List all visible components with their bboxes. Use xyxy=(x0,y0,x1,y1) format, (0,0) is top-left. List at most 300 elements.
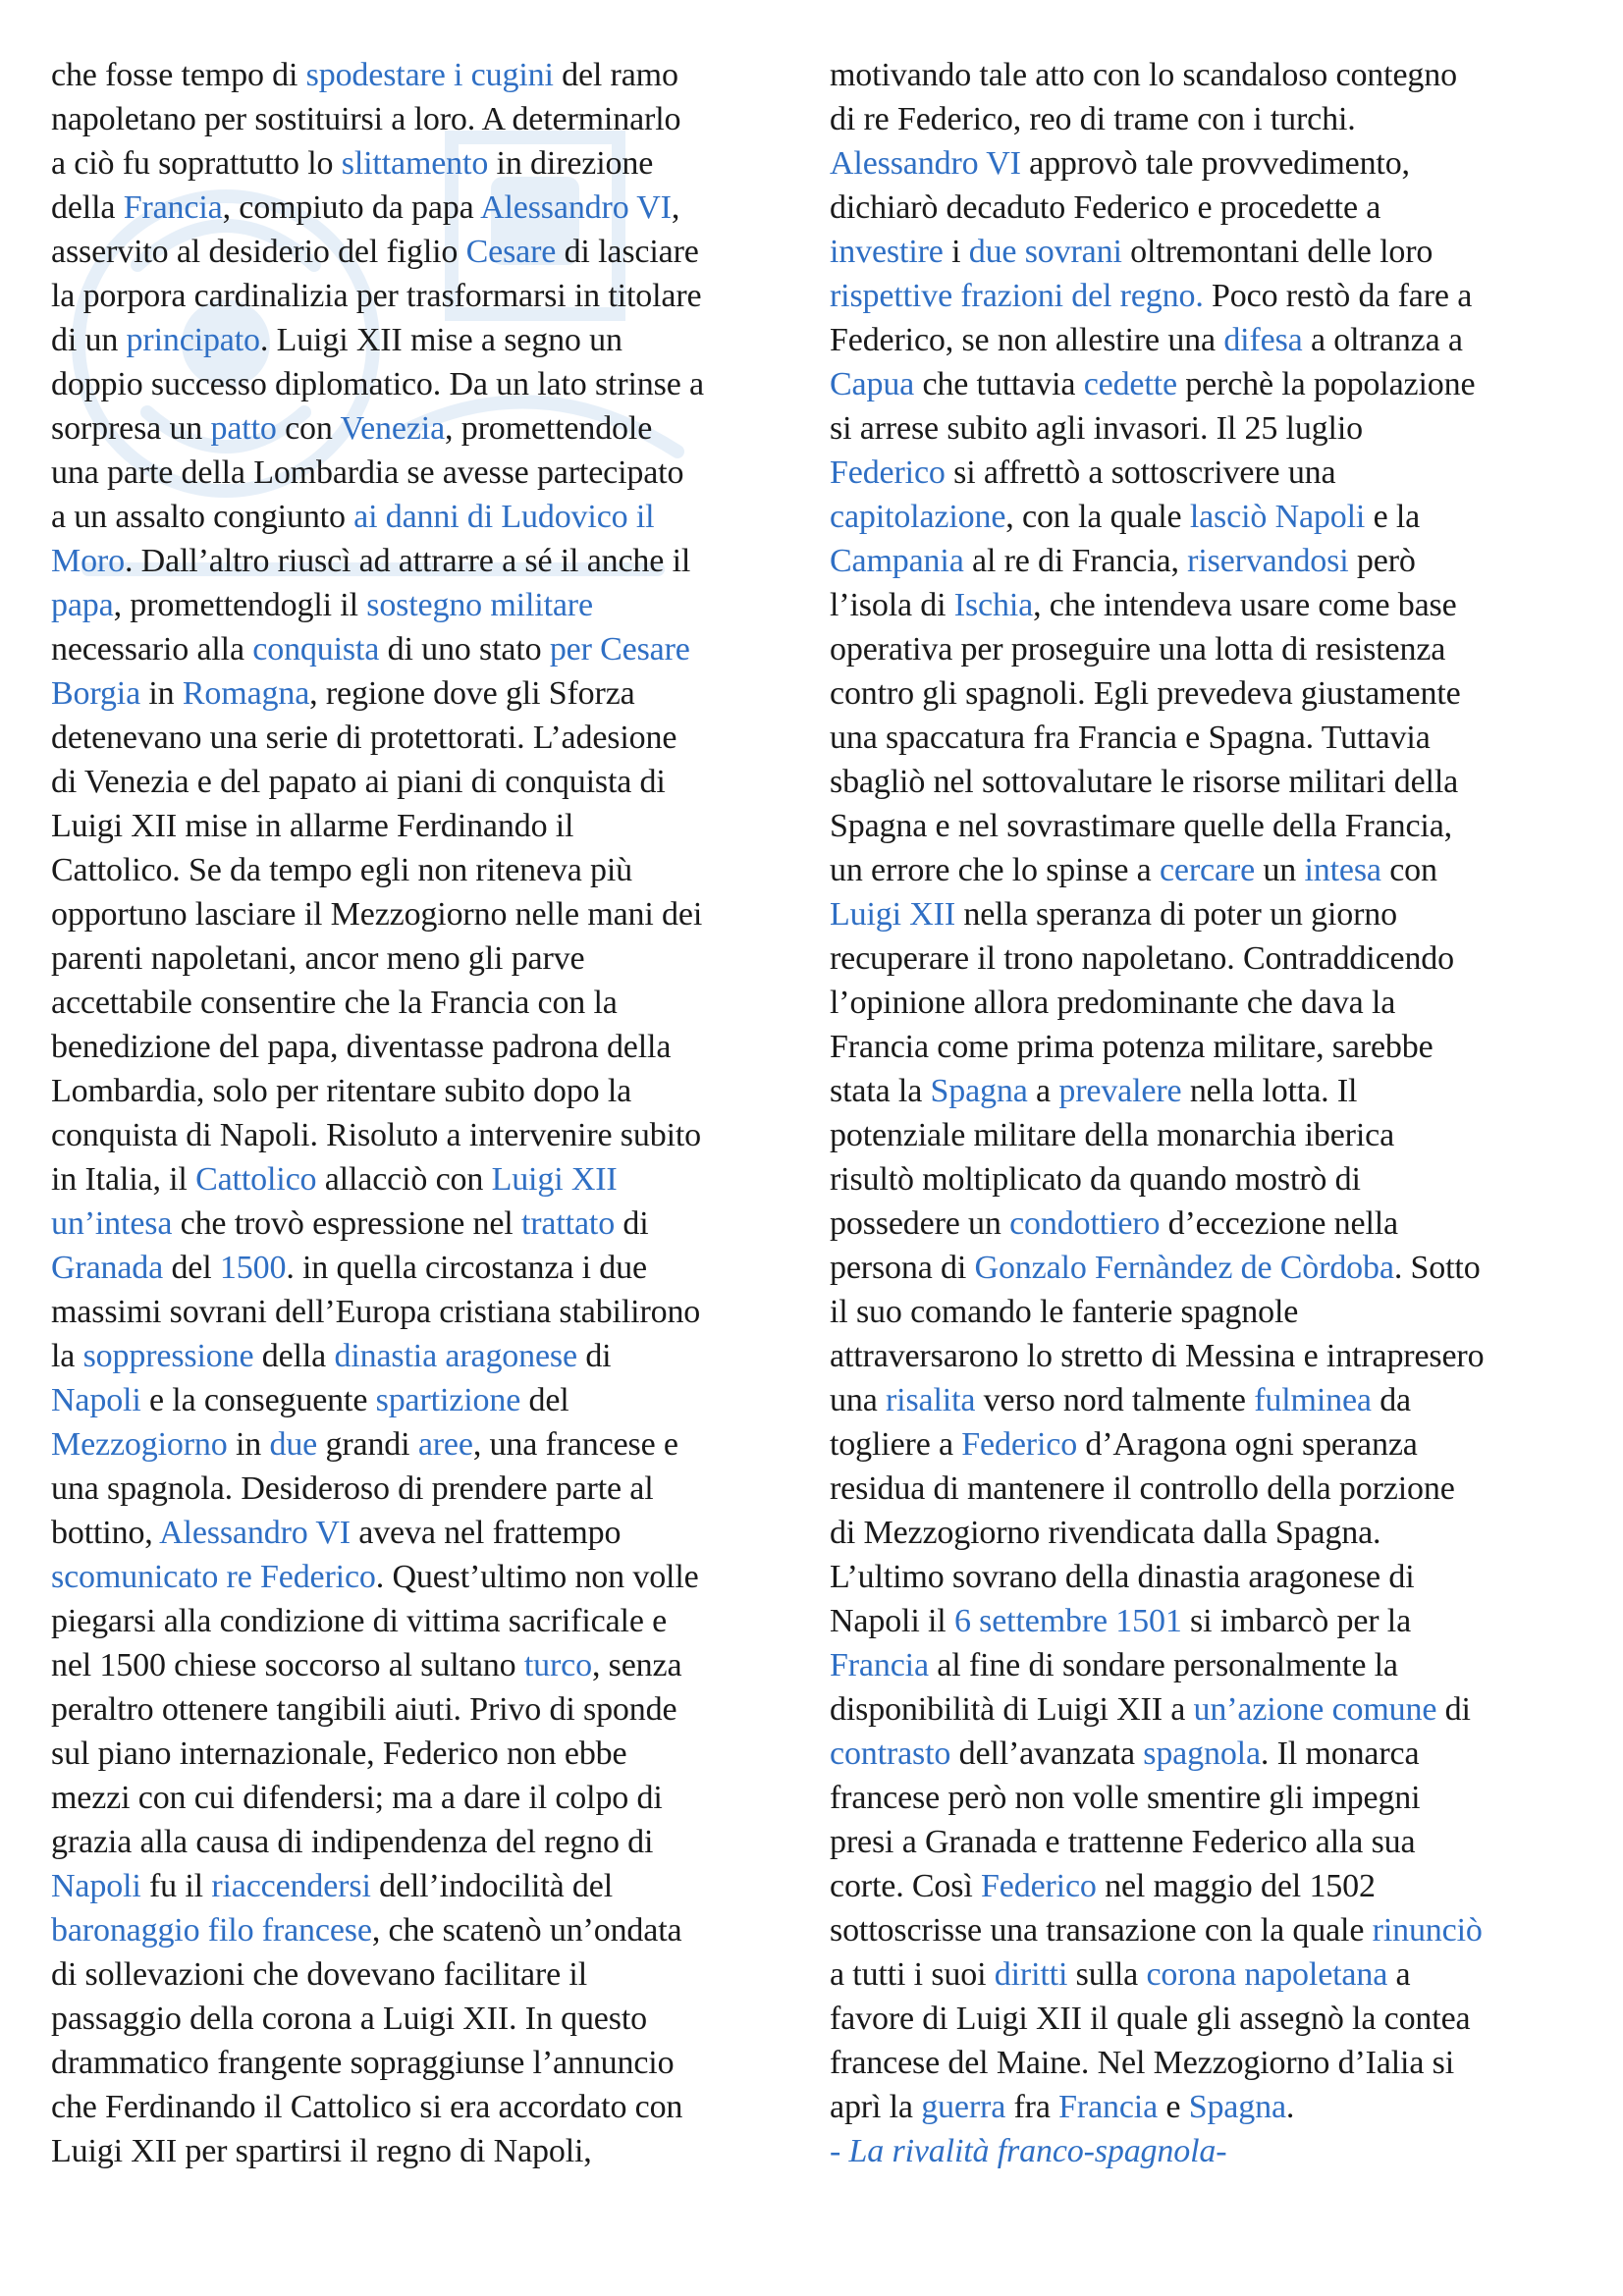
text-line xyxy=(51,97,825,141)
hyperlink-term[interactable]: spartizione xyxy=(375,1382,521,1418)
text-line xyxy=(51,1687,825,1732)
text-segment: corte. Così xyxy=(830,1868,982,1904)
text-line xyxy=(830,1643,1615,1687)
text-line xyxy=(51,2085,825,2129)
hyperlink-term[interactable]: patto xyxy=(210,410,277,447)
text-line xyxy=(830,186,1615,230)
text-line xyxy=(51,1908,825,1952)
text-segment: , con la quale xyxy=(1005,499,1190,535)
text-segment: e la xyxy=(1365,499,1421,535)
text-segment: dichiarò decaduto Federico e procedette a xyxy=(830,189,1381,226)
text-line xyxy=(830,2085,1615,2129)
text-line xyxy=(51,671,825,716)
text-segment: di un xyxy=(51,322,127,358)
text-line xyxy=(830,97,1615,141)
hyperlink-term[interactable]: due xyxy=(269,1426,318,1463)
text-line xyxy=(51,1732,825,1776)
text-line xyxy=(51,1864,825,1908)
text-segment: sul piano internazionale, Federico non ebbe xyxy=(51,1735,627,1772)
hyperlink-term[interactable]: intesa xyxy=(1304,852,1381,888)
hyperlink-term[interactable]: dinastia aragonese xyxy=(334,1338,577,1374)
text-line xyxy=(51,1422,825,1467)
text-segment: , promettendogli il xyxy=(113,587,367,623)
text-segment: risultò moltiplicato da quando mostrò di xyxy=(830,1161,1361,1198)
text-segment: operativa per proseguire una lotta di resistenza xyxy=(830,631,1446,667)
text-line xyxy=(51,936,825,981)
text-segment: Luigi XII mise in allarme Ferdinando il xyxy=(51,808,574,844)
text-segment: motivando tale atto con lo scandaloso contegno xyxy=(830,57,1457,93)
text-segment: a xyxy=(1027,1073,1059,1109)
text-segment: opportuno lasciare il Mezzogiorno nelle mani dei xyxy=(51,896,703,933)
text-segment: , compiuto da papa xyxy=(222,189,481,226)
text-segment: , una francese e xyxy=(472,1426,678,1463)
hyperlink-term[interactable]: capitolazione xyxy=(830,499,1006,535)
text-segment: detenevano una serie di protettorati. L’adesione xyxy=(51,720,677,756)
text-line xyxy=(830,2041,1615,2085)
hyperlink-term[interactable]: soppressione xyxy=(82,1338,254,1374)
text-segment: conquista di Napoli. Risoluto a intervenire subito xyxy=(51,1117,702,1153)
text-segment: di sollevazioni che dovevano facilitare il xyxy=(51,1956,587,1993)
text-segment: che Ferdinando il Cattolico si era accordato con xyxy=(51,2089,683,2125)
text-segment: francese però non volle smentire gli impegni xyxy=(830,1780,1421,1816)
text-segment: favore di Luigi XII il quale gli assegnò la contea xyxy=(830,2001,1471,2037)
text-segment: . Dall’altro riuscì ad attrarre a sé il anche il xyxy=(124,543,691,579)
hyperlink-term[interactable]: lasciò Napoli xyxy=(1189,499,1366,535)
hyperlink-term[interactable]: Spagna xyxy=(930,1073,1028,1109)
text-segment: nel 1500 chiese soccorso al sultano xyxy=(51,1647,524,1683)
text-segment: nella lotta. Il xyxy=(1181,1073,1358,1109)
text-segment: Cattolico. Se da tempo egli non riteneva più xyxy=(51,852,633,888)
text-line xyxy=(830,1157,1615,1201)
hyperlink-term[interactable]: 6 settembre 1501 xyxy=(953,1603,1182,1639)
text-segment: oltremontani delle loro xyxy=(1121,234,1434,270)
text-segment: drammatico frangente sopraggiunse l’annuncio xyxy=(51,2045,675,2081)
text-line xyxy=(830,627,1615,671)
text-line xyxy=(51,2041,825,2085)
hyperlink-term[interactable]: Federico xyxy=(830,454,946,491)
hyperlink-term[interactable]: Capua xyxy=(830,366,915,402)
hyperlink-term[interactable]: i xyxy=(454,57,463,93)
hyperlink-term[interactable]: un’intesa xyxy=(51,1205,173,1242)
text-line xyxy=(830,451,1615,495)
hyperlink-term[interactable]: slittamento xyxy=(341,145,489,182)
text-line xyxy=(830,716,1615,760)
text-segment: di xyxy=(1436,1691,1471,1728)
text-segment: stata la xyxy=(830,1073,931,1109)
text-segment: in Italia, il xyxy=(51,1161,196,1198)
hyperlink-term[interactable]: Granada xyxy=(51,1250,164,1286)
text-segment: fu il xyxy=(140,1868,212,1904)
text-segment: fra xyxy=(1005,2089,1059,2125)
text-segment: sulla xyxy=(1067,1956,1147,1993)
text-segment: di re Federico, reo di trame con i turchi. xyxy=(830,101,1356,137)
hyperlink-term[interactable]: Gonzalo Fernàndez de Còrdoba xyxy=(974,1250,1394,1286)
text-segment: da xyxy=(1371,1382,1412,1418)
hyperlink-term[interactable]: principato xyxy=(126,322,260,358)
text-segment: si arrese subito agli invasori. Il 25 luglio xyxy=(830,410,1363,447)
text-line xyxy=(830,1908,1615,1952)
text-segment: dell’avanzata xyxy=(950,1735,1144,1772)
text-line xyxy=(51,848,825,892)
text-line xyxy=(51,1334,825,1378)
text-segment: togliere a xyxy=(830,1426,962,1463)
text-line xyxy=(830,671,1615,716)
text-line xyxy=(830,1113,1615,1157)
text-line xyxy=(830,981,1615,1025)
hyperlink-term[interactable]: Cattolico xyxy=(195,1161,317,1198)
text-line xyxy=(51,495,825,539)
hyperlink-term[interactable]: turco xyxy=(523,1647,592,1683)
hyperlink-term[interactable]: scomunicato re Federico xyxy=(51,1559,376,1595)
hyperlink-term[interactable]: Venezia xyxy=(340,410,446,447)
text-line xyxy=(830,274,1615,318)
text-segment: parenti napoletani, ancor meno gli parve xyxy=(51,940,585,977)
text-segment: che trovò espressione nel xyxy=(172,1205,521,1242)
text-segment: che fosse tempo di xyxy=(51,57,306,93)
text-segment: una xyxy=(830,1382,886,1418)
text-segment: Napoli il xyxy=(830,1603,954,1639)
text-segment: a un assalto congiunto xyxy=(51,499,354,535)
text-segment: la porpora cardinalizia per trasformarsi in titolare xyxy=(51,278,702,314)
text-segment: un xyxy=(1255,852,1305,888)
text-line xyxy=(830,1952,1615,1997)
text-line xyxy=(830,936,1615,981)
text-segment: i xyxy=(943,234,969,270)
hyperlink-term[interactable]: papa xyxy=(51,587,114,623)
text-column-right xyxy=(830,53,1615,2173)
text-segment: grazia alla causa di indipendenza del regno di xyxy=(51,1824,654,1860)
text-line xyxy=(830,495,1615,539)
hyperlink-term[interactable]: diritti xyxy=(994,1956,1068,1993)
text-segment: a tutti i suoi xyxy=(830,1956,995,1993)
text-segment: a oltranza a xyxy=(1302,322,1463,358)
text-line xyxy=(51,1157,825,1201)
text-segment: asservito al desiderio del figlio xyxy=(51,234,466,270)
text-line xyxy=(830,1555,1615,1599)
hyperlink-term[interactable]: Francia xyxy=(830,1647,929,1683)
hyperlink-term[interactable]: trattato xyxy=(520,1205,616,1242)
text-segment: al re di Francia, xyxy=(963,543,1188,579)
text-segment: . Il monarca xyxy=(1260,1735,1420,1772)
text-segment: approvò tale provvedimento, xyxy=(1020,145,1410,182)
text-line xyxy=(830,1290,1615,1334)
hyperlink-term[interactable]: cercare xyxy=(1159,852,1256,888)
text-segment: residua di mantenere il controllo della porzione xyxy=(830,1470,1455,1507)
text-segment: con xyxy=(276,410,341,447)
hyperlink-term[interactable]: Alessandro VI xyxy=(159,1515,351,1551)
text-segment: Luigi XII per spartirsi il regno di Napoli, xyxy=(51,2133,592,2169)
text-line xyxy=(51,1201,825,1246)
text-line xyxy=(51,406,825,451)
text-line xyxy=(830,583,1615,627)
text-segment: aveva nel frattempo xyxy=(350,1515,622,1551)
hyperlink-term[interactable]: spodestare xyxy=(305,57,446,93)
hyperlink-term[interactable]: riaccendersi xyxy=(211,1868,371,1904)
text-line xyxy=(830,318,1615,362)
text-segment: attraversarono lo stretto di Messina e intrapresero xyxy=(830,1338,1485,1374)
text-segment: di xyxy=(576,1338,612,1374)
hyperlink-term[interactable]: Alessandro VI xyxy=(480,189,672,226)
text-segment: della xyxy=(51,189,124,226)
text-line xyxy=(51,1467,825,1511)
text-segment: , promettendole xyxy=(445,410,653,447)
hyperlink-term[interactable]: spagnola xyxy=(1143,1735,1261,1772)
text-line xyxy=(51,186,825,230)
text-segment: però xyxy=(1348,543,1416,579)
hyperlink-term[interactable]: rinunciò xyxy=(1372,1912,1483,1949)
text-line xyxy=(51,1378,825,1422)
text-segment: il suo comando le fanterie spagnole xyxy=(830,1294,1299,1330)
text-segment: un errore che lo spinse a xyxy=(830,852,1160,888)
text-line xyxy=(51,892,825,936)
text-segment: allacciò con xyxy=(316,1161,492,1198)
text-line xyxy=(51,1555,825,1599)
text-segment: una parte della Lombardia se avesse partecipato xyxy=(51,454,684,491)
hyperlink-term[interactable]: 1500 xyxy=(219,1250,287,1286)
hyperlink-term[interactable]: - La rivalità franco-spagnola- xyxy=(830,2133,1227,2169)
text-line xyxy=(830,1864,1615,1908)
hyperlink-term[interactable]: Francia xyxy=(123,189,223,226)
text-segment: a xyxy=(1387,1956,1411,1993)
text-segment: sottoscrisse una transazione con la quale xyxy=(830,1912,1373,1949)
text-line xyxy=(830,1687,1615,1732)
text-segment: si imbarcò per la xyxy=(1181,1603,1412,1639)
text-segment: . Sotto xyxy=(1393,1250,1481,1286)
text-segment: benedizione del papa, diventasse padrona della xyxy=(51,1029,672,1065)
text-segment: una spagnola. Desideroso di prendere parte al xyxy=(51,1470,654,1507)
text-line xyxy=(830,539,1615,583)
text-segment: . Quest’ultimo non volle xyxy=(375,1559,699,1595)
text-line xyxy=(830,1820,1615,1864)
text-segment: sorpresa un xyxy=(51,410,211,447)
text-segment: passaggio della corona a Luigi XII. In questo xyxy=(51,2001,647,2037)
text-line xyxy=(830,1997,1615,2041)
text-segment: di Venezia e del papato ai piani di conquista di xyxy=(51,764,666,800)
text-line xyxy=(51,1952,825,1997)
text-line xyxy=(830,1511,1615,1555)
text-segment: si affrettò a sottoscrivere una xyxy=(945,454,1336,491)
text-segment: persona di xyxy=(830,1250,975,1286)
hyperlink-term[interactable]: due sovrani xyxy=(968,234,1122,270)
hyperlink-term[interactable]: Francia xyxy=(1058,2089,1159,2125)
text-segment: disponibilità di Luigi XII a xyxy=(830,1691,1194,1728)
text-line xyxy=(51,1599,825,1643)
text-segment: di Mezzogiorno rivendicata dalla Spagna. xyxy=(830,1515,1381,1551)
hyperlink-term[interactable]: cedette xyxy=(1083,366,1177,402)
text-segment: Federico, se non allestire una xyxy=(830,322,1224,358)
text-line xyxy=(51,1069,825,1113)
hyperlink-term[interactable]: Federico xyxy=(981,1868,1097,1904)
text-segment: l’opinione allora predominante che dava la xyxy=(830,985,1396,1021)
text-line xyxy=(830,1025,1615,1069)
text-segment: al fine di sondare personalmente la xyxy=(928,1647,1398,1683)
text-line xyxy=(51,53,825,97)
hyperlink-term[interactable]: conquista xyxy=(252,631,380,667)
text-segment: Poco restò da fare a xyxy=(1203,278,1473,314)
text-column-left xyxy=(51,53,825,2173)
text-line xyxy=(51,1511,825,1555)
hyperlink-term[interactable]: un’azione comune xyxy=(1193,1691,1437,1728)
hyperlink-term[interactable]: rispettive frazioni del regno. xyxy=(830,278,1204,314)
text-segment: necessario alla xyxy=(51,631,253,667)
text-line xyxy=(51,981,825,1025)
hyperlink-term[interactable]: difesa xyxy=(1223,322,1303,358)
text-line xyxy=(830,848,1615,892)
text-segment: d’Aragona ogni speranza xyxy=(1077,1426,1418,1463)
hyperlink-term[interactable]: baronaggio filo francese xyxy=(51,1912,372,1949)
hyperlink-term[interactable]: Luigi XII xyxy=(491,1161,618,1198)
text-line xyxy=(51,362,825,406)
text-segment: di xyxy=(615,1205,649,1242)
text-line xyxy=(51,1290,825,1334)
hyperlink-term[interactable]: Spagna xyxy=(1188,2089,1286,2125)
text-line xyxy=(51,451,825,495)
hyperlink-term[interactable]: corona napoletana xyxy=(1146,1956,1388,1993)
text-segment: in xyxy=(227,1426,270,1463)
text-line xyxy=(830,1378,1615,1422)
text-segment: , regione dove gli Sforza xyxy=(309,675,635,712)
text-segment: mezzi con cui difendersi; ma a dare il colpo di xyxy=(51,1780,663,1816)
text-segment: grandi xyxy=(317,1426,418,1463)
text-line xyxy=(830,1201,1615,1246)
text-segment: in direzione xyxy=(488,145,654,182)
text-segment: contro gli spagnoli. Egli prevedeva giustamente xyxy=(830,675,1461,712)
text-segment: nella speranza di poter un giorno xyxy=(955,896,1397,933)
text-line xyxy=(51,1025,825,1069)
text-line xyxy=(830,2129,1615,2173)
hyperlink-term[interactable]: Napoli xyxy=(51,1382,141,1418)
text-segment: L’ultimo sovrano della dinastia aragonese di xyxy=(830,1559,1415,1595)
text-line xyxy=(830,1334,1615,1378)
text-segment: doppio successo diplomatico. Da un lato strinse a xyxy=(51,366,704,402)
text-segment: francese del Maine. Nel Mezzogiorno d’Ialia si xyxy=(830,2045,1454,2081)
hyperlink-term[interactable]: fulminea xyxy=(1254,1382,1372,1418)
hyperlink-term[interactable]: cugini xyxy=(470,57,554,93)
text-segment: una spaccatura fra Francia e Spagna. Tuttavia xyxy=(830,720,1431,756)
text-line xyxy=(51,804,825,848)
text-segment: e xyxy=(1158,2089,1189,2125)
hyperlink-term[interactable]: Alessandro VI xyxy=(830,145,1021,182)
text-segment: dell’indocilità del xyxy=(370,1868,614,1904)
hyperlink-term[interactable]: ai danni di Ludovico il xyxy=(353,499,655,535)
hyperlink-term[interactable]: Romagna xyxy=(182,675,310,712)
text-line xyxy=(830,892,1615,936)
text-line xyxy=(51,1820,825,1864)
text-line xyxy=(830,53,1615,97)
text-segment: della xyxy=(253,1338,335,1374)
hyperlink-term[interactable]: prevalere xyxy=(1058,1073,1182,1109)
text-segment: la xyxy=(51,1338,83,1374)
text-line xyxy=(51,1776,825,1820)
hyperlink-term[interactable]: condottiero xyxy=(1009,1205,1161,1242)
text-line xyxy=(51,1246,825,1290)
text-line xyxy=(830,362,1615,406)
text-line xyxy=(51,1997,825,2041)
text-segment: di uno stato xyxy=(379,631,550,667)
hyperlink-term[interactable]: Mezzogiorno xyxy=(51,1426,228,1463)
hyperlink-term[interactable]: per Cesare xyxy=(549,631,690,667)
text-segment: di lasciare xyxy=(556,234,699,270)
text-line xyxy=(51,1113,825,1157)
hyperlink-term[interactable]: Napoli xyxy=(51,1868,141,1904)
text-line xyxy=(51,141,825,186)
hyperlink-term[interactable]: guerra xyxy=(921,2089,1006,2125)
text-segment: con xyxy=(1380,852,1437,888)
text-segment: recuperare il trono napoletano. Contraddicendo xyxy=(830,940,1455,977)
text-segment: accettabile consentire che la Francia con la xyxy=(51,985,618,1021)
text-segment: . in quella circostanza i due xyxy=(286,1250,647,1286)
text-line xyxy=(51,318,825,362)
hyperlink-term[interactable]: sostegno militare xyxy=(366,587,593,623)
text-segment: possedere un xyxy=(830,1205,1010,1242)
text-segment: sbagliò nel sottovalutare le risorse militari della xyxy=(830,764,1459,800)
text-segment: del xyxy=(163,1250,220,1286)
hyperlink-term[interactable]: Federico xyxy=(961,1426,1078,1463)
text-segment: , xyxy=(671,189,680,226)
hyperlink-term[interactable]: aree xyxy=(417,1426,473,1463)
text-line xyxy=(51,230,825,274)
text-segment: del ramo xyxy=(553,57,678,93)
hyperlink-term[interactable]: Cesare xyxy=(465,234,557,270)
text-line xyxy=(51,716,825,760)
text-segment: , senza xyxy=(591,1647,682,1683)
hyperlink-term[interactable]: Moro xyxy=(51,543,125,579)
text-line xyxy=(830,804,1615,848)
text-segment: del xyxy=(520,1382,569,1418)
hyperlink-term[interactable]: risalita xyxy=(886,1382,976,1418)
text-line xyxy=(51,274,825,318)
text-segment: Spagna e nel sovrastimare quelle della Francia, xyxy=(830,808,1452,844)
hyperlink-term[interactable]: riservandosi xyxy=(1187,543,1349,579)
text-segment: napoletano per sostituirsi a loro. A determinarlo xyxy=(51,101,681,137)
text-segment: , che intendeva usare come base xyxy=(1033,587,1457,623)
text-line xyxy=(830,1467,1615,1511)
text-segment: , che scatenò un’ondata xyxy=(371,1912,682,1949)
text-segment: . Luigi XII mise a segno un xyxy=(259,322,622,358)
text-segment: massimi sovrani dell’Europa cristiana stabilirono xyxy=(51,1294,701,1330)
text-line xyxy=(51,2129,825,2173)
text-segment: e la conseguente xyxy=(140,1382,376,1418)
text-segment: potenziale militare della monarchia iberica xyxy=(830,1117,1395,1153)
text-segment xyxy=(446,57,454,93)
text-segment: Lombardia, solo per ritentare subito dopo la xyxy=(51,1073,632,1109)
hyperlink-term[interactable]: Ischia xyxy=(953,587,1034,623)
hyperlink-term[interactable]: Luigi XII xyxy=(830,896,956,933)
text-line xyxy=(830,141,1615,186)
text-segment xyxy=(462,57,470,93)
text-line xyxy=(51,1643,825,1687)
hyperlink-term[interactable]: contrasto xyxy=(830,1735,951,1772)
hyperlink-term[interactable]: Campania xyxy=(830,543,964,579)
text-segment: bottino, xyxy=(51,1515,160,1551)
text-line xyxy=(830,1246,1615,1290)
text-segment: che tuttavia xyxy=(914,366,1084,402)
hyperlink-term[interactable]: investire xyxy=(830,234,944,270)
text-line xyxy=(830,406,1615,451)
hyperlink-term[interactable]: Borgia xyxy=(51,675,141,712)
text-segment: Francia come prima potenza militare, sarebbe xyxy=(830,1029,1434,1065)
text-segment: piegarsi alla condizione di vittima sacrificale e xyxy=(51,1603,668,1639)
text-line xyxy=(51,627,825,671)
text-segment: d’eccezione nella xyxy=(1160,1205,1399,1242)
text-line xyxy=(51,583,825,627)
text-line xyxy=(830,1599,1615,1643)
text-segment: a ciò fu soprattutto lo xyxy=(51,145,342,182)
text-segment: in xyxy=(140,675,183,712)
text-line xyxy=(830,1776,1615,1820)
text-segment: presi a Granada e trattenne Federico alla sua xyxy=(830,1824,1416,1860)
text-line xyxy=(51,539,825,583)
